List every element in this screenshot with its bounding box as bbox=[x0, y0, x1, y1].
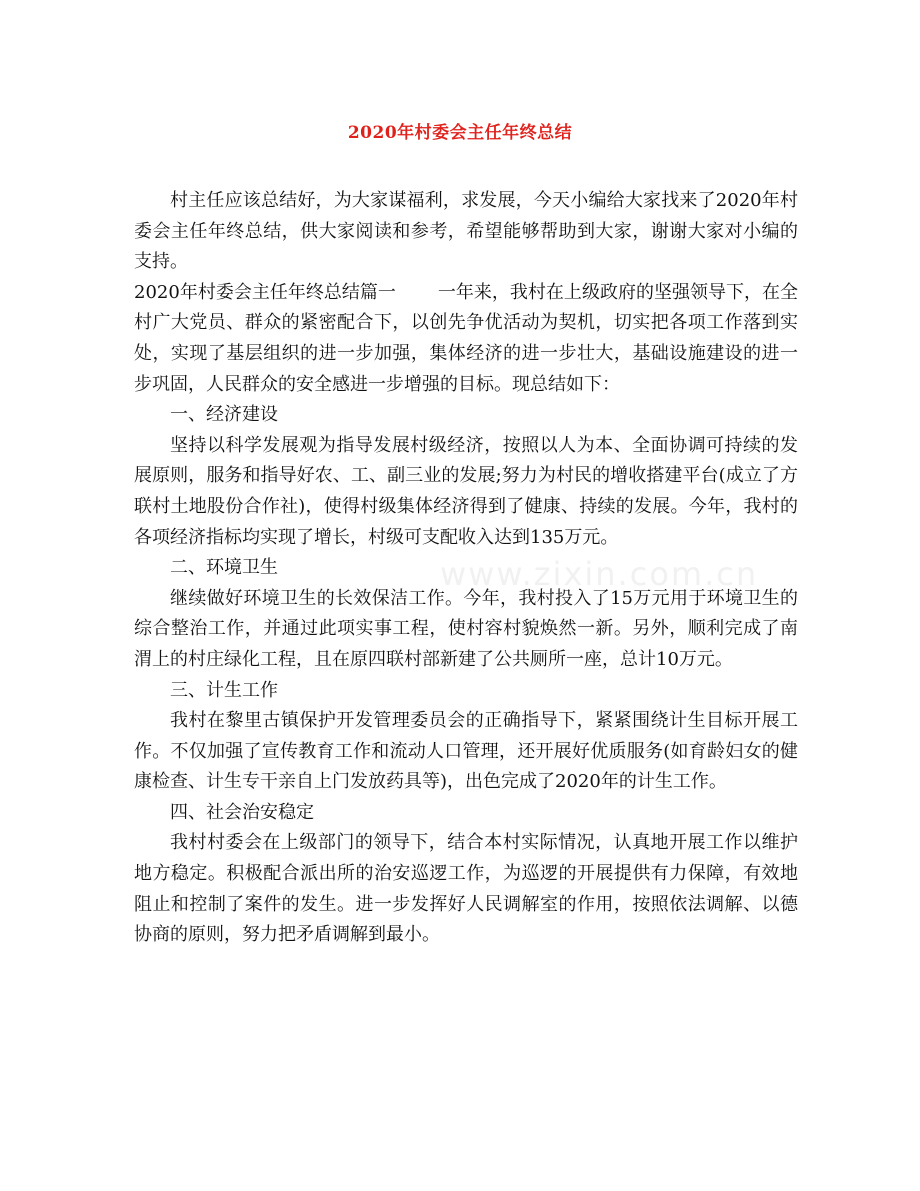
intro-paragraph: 村主任应该总结好，为大家谋福利，求发展，今天小编给大家找来了2020年村委会主任年终总结，供大家阅读和参考，希望能够帮助到大家，谢谢大家对小编的支持。 bbox=[134, 190, 798, 273]
section-text: 坚持以科学发展观为指导发展村级经济，按照以人为本、全面协调可持续的发展原则，服务和指导好农、工、副三业的发展;努力为村民的增收搭建平台(成立了方联村土地股份合作社)，使得村级集体经济得到了健康、持续的发展。今年，我村的各项经济指标均实现了增长，村级可支配收入达到135万元。 bbox=[134, 434, 798, 548]
section-heading: 二、环境卫生 bbox=[170, 557, 278, 579]
section-heading: 四、社会治安稳定 bbox=[170, 801, 314, 823]
section-text: 我村在黎里古镇保护开发管理委员会的正确指导下，紧紧围绕计生目标开展工作。不仅加强了宣传教育工作和流动人口管理，还开展好优质服务(如育龄妇女的健康检查、计生专干亲自上门发放药具等)，出色完成了2020年的计生工作。 bbox=[134, 710, 798, 793]
document-body bbox=[134, 186, 798, 951]
part-label: 2020年村委会主任年终总结篇一 bbox=[134, 281, 396, 303]
watermark: www.zixin.com.cn bbox=[440, 555, 759, 593]
part-intro: 一年来，我村在上级政府的坚强领导下，在全村广大党员、群众的紧密配合下，以创先争优活动为契机，切实把各项工作落到实处，实现了基层组织的进一步加强，集体经济的进一步壮大，基础设施建设的进一步巩固，人民群众的安全感进一步增强的目标。现总结如下： bbox=[134, 281, 799, 395]
document-title: 2020年村委会主任年终总结 bbox=[347, 123, 573, 143]
section-text: 我村村委会在上级部门的领导下，结合本村实际情况，认真地开展工作以维护地方稳定。积极配合派出所的治安巡逻工作，为巡逻的开展提供有力保障，有效地阻止和控制了案件的发生。进一步发挥好人民调解室的作用，按照依法调解、以德协商的原则，努力把矛盾调解到最小。 bbox=[134, 832, 798, 946]
section-heading: 一、经济建设 bbox=[170, 404, 278, 426]
section-heading: 三、计生工作 bbox=[170, 679, 278, 701]
part-paragraph bbox=[134, 278, 798, 400]
section-text: 继续做好环境卫生的长效保洁工作。今年，我村投入了15万元用于环境卫生的综合整治工作，并通过此项实事工程，使村容村貌焕然一新。另外，顺利完成了南渭上的村庄绿化工程，且在原四联村部新建了公共厕所一座，总计10万元。 bbox=[134, 587, 798, 670]
